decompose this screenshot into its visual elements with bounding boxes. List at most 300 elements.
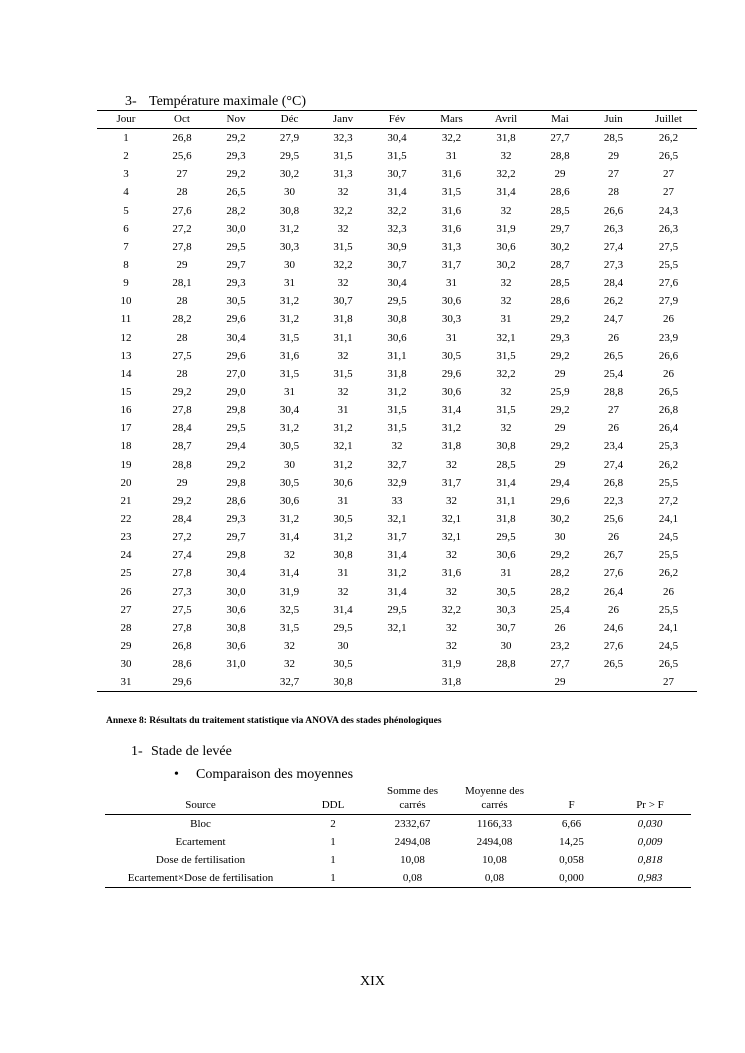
table-row [97,510,697,528]
temperature-cell: 30,8 [333,676,353,689]
temperature-cell: 26,7 [603,549,624,562]
p-value-cell: 0,818 [637,854,663,866]
temperature-cell: 31,2 [387,386,407,399]
temperature-cell: 27,8 [172,240,192,253]
temperature-cell: 29,5 [387,295,407,308]
day-cell: 10 [120,295,132,308]
table-row [97,183,697,201]
temperature-cell: 28 [176,367,188,380]
mean-squares-cell: 10,08 [482,854,507,866]
temperature-cell: 31,5 [496,404,516,417]
temperature-cell: 31 [446,277,457,290]
day-cell: 2 [123,150,129,163]
temperature-cell: 25,9 [550,386,570,399]
temperature-cell: 27,5 [658,240,679,253]
table-row [97,456,697,474]
temperature-cell: 30,0 [226,585,246,598]
temperature-cell: 25,3 [658,440,679,453]
temperature-cell: 31,2 [333,422,353,435]
temperature-cell: 32 [284,549,295,562]
temperature-cell: 26,2 [658,567,679,580]
day-cell: 29 [120,640,132,652]
temperature-cell: 24,1 [658,513,679,526]
day-cell: 22 [120,513,132,526]
source-cell: Ecartement×Dose de fertilisation [127,872,274,884]
temperature-cell: 27,5 [172,603,192,616]
temperature-cell: 29,8 [226,549,246,562]
temperature-cell: 31 [500,313,512,326]
temperature-cell: 32,1 [387,513,407,526]
temperature-cell: 31,6 [441,567,462,580]
source-cell: Bloc [190,818,211,830]
header-f: F [568,799,575,811]
temperature-cell: 28,2 [226,204,246,217]
header-sum-squares-line2: carrés [399,799,426,811]
temperature-cell: 29,6 [226,313,246,326]
temperature-cell: 29 [176,259,188,272]
temperature-cell: 28,6 [550,186,570,199]
temperature-cell: 31,2 [387,567,407,580]
temperature-cell: 31 [446,331,457,344]
temperature-cell: 25,4 [603,367,624,380]
column-header: Déc [280,113,299,125]
temperature-cell: 26,4 [603,585,624,598]
temperature-cell: 27,3 [603,259,624,272]
temperature-cell: 27 [663,186,674,199]
temperature-cell: 32 [500,422,512,435]
temperature-cell: 29,3 [226,277,246,290]
table-row [97,129,697,148]
temperature-cell: 32,1 [441,531,462,544]
temperature-cell: 29,7 [550,222,570,235]
temperature-cell: 29,6 [441,367,462,380]
temperature-cell: 29,6 [550,494,570,507]
f-value-cell: 0,000 [559,872,584,884]
sum-squares-cell: 10,08 [400,854,425,866]
temperature-cell: 27,4 [172,549,192,562]
temperature-cell: 27,9 [279,132,300,145]
table-row [105,851,691,869]
temperature-cell: 29,5 [496,531,516,544]
temperature-cell: 27 [608,404,619,417]
temperature-cell [209,673,263,692]
temperature-cell: 31,7 [387,531,407,544]
table-row [97,419,697,437]
temperature-cell: 26,2 [603,295,624,308]
temperature-cell: 27 [176,168,188,181]
table-row [97,238,697,256]
column-header: Mars [440,113,463,125]
temperature-cell: 28,8 [172,458,192,471]
table-row [97,528,697,546]
temperature-cell: 31,2 [279,513,300,526]
temperature-cell: 30,4 [387,132,407,145]
anova-table-body [105,815,691,888]
temperature-cell: 29,8 [226,476,246,489]
bullet-icon: • [174,767,179,782]
temperature-cell: 26,5 [603,349,624,362]
temperature-cell: 31,2 [333,458,353,471]
temperature-cell: 27,4 [603,240,624,253]
table-row [97,383,697,401]
p-value-cell: 0,030 [637,818,663,830]
temperature-cell: 32 [446,494,457,507]
temperature-cell: 25,5 [658,259,679,272]
temperature-cell: 32,7 [387,458,407,471]
temperature-cell: 31,4 [387,549,407,562]
temperature-cell: 29,5 [387,603,407,616]
table-row [97,637,697,655]
temperature-cell: 31,5 [279,367,300,380]
f-value-cell: 14,25 [559,836,584,848]
table-row [97,474,697,492]
temperature-cell: 32,2 [333,204,353,217]
temperature-cell: 26,5 [658,150,679,163]
temperature-cell: 30,6 [333,476,353,489]
temperature-cell: 28,7 [172,440,192,453]
header-source: Source [185,799,216,811]
table-row [97,583,697,601]
temperature-cell: 32 [337,277,349,290]
temperature-cell: 32,1 [441,513,462,526]
page-number: XIX [360,974,385,989]
temperature-cell: 26 [608,603,619,616]
temperature-cell: 29,8 [226,404,246,417]
source-cell: Dose de fertilisation [155,854,246,866]
temperature-cell: 29 [554,168,566,181]
temperature-cell: 31,0 [226,658,246,671]
temperature-cell: 32,2 [387,204,407,217]
table-row [97,546,697,564]
header-sum-squares [370,784,455,815]
temperature-cell: 29,3 [226,150,246,163]
temperature-cell: 31,5 [387,150,407,163]
temperature-cell: 30,5 [441,349,462,362]
temperature-cell: 29 [554,367,566,380]
temperature-cell: 29,2 [550,440,570,453]
temperature-cell: 30,8 [387,313,407,326]
temperature-cell: 32 [500,295,512,308]
temperature-cell: 27,2 [658,494,679,507]
ddl-cell: 1 [330,854,336,866]
temperature-cell: 31,8 [387,367,407,380]
temperature-cell: 31,4 [279,531,300,544]
temperature-cell: 27 [663,676,674,689]
temperature-cell: 30,7 [333,295,353,308]
temperature-cell: 31,2 [279,222,300,235]
temperature-cell: 23,4 [603,440,624,453]
temperature-cell: 29 [554,422,566,435]
temperature-cell: 31,4 [387,585,407,598]
day-cell: 6 [123,222,129,235]
table-row [97,202,697,220]
temperature-cell: 31,6 [441,222,462,235]
temperature-cell: 31 [284,277,295,290]
table-row [97,347,697,365]
temperature-cell: 30,8 [496,440,516,453]
temperature-cell: 29,2 [172,494,192,507]
temperature-cell: 31,5 [279,621,300,634]
temperature-cell: 32 [446,585,457,598]
column-header: Jour [116,113,136,125]
mean-squares-cell: 2494,08 [476,836,513,848]
day-cell: 30 [120,658,132,671]
temperature-cell: 31 [337,567,349,580]
temperature-cell: 30,8 [226,621,246,634]
temperature-cell: 26,3 [603,222,624,235]
temperature-cell: 25,4 [550,603,570,616]
sum-squares-cell: 2332,67 [394,818,431,830]
temperature-cell: 26,8 [658,404,679,417]
bullet-text: Comparaison des moyennes [196,767,354,782]
temperature-cell: 29,2 [226,458,246,471]
table-row [105,869,691,888]
temperature-cell: 31,8 [496,513,516,526]
temperature-cell: 28 [176,331,188,344]
day-cell: 1 [123,132,129,145]
day-cell: 31 [120,676,132,689]
temperature-cell: 31,5 [333,240,353,253]
temperature-cell: 27,9 [658,295,679,308]
p-value-cell: 0,983 [637,872,663,884]
temperature-cell: 26 [554,621,566,634]
header-sum-squares-line1: Somme des [386,785,439,797]
table-row [97,619,697,637]
temperature-cell: 26,5 [658,386,679,399]
temperature-cell: 28,4 [603,277,624,290]
temperature-cell: 28,4 [172,513,192,526]
temperature-cell: 30 [284,186,295,199]
temperature-cell: 31,3 [441,240,462,253]
day-cell: 26 [120,585,132,598]
day-cell: 17 [120,422,132,435]
temperature-cell: 26 [608,531,619,544]
column-header: Mai [551,113,569,125]
temperature-cell: 24,5 [658,531,679,544]
column-header: Oct [174,113,190,125]
temperature-cell: 32 [337,585,349,598]
day-cell: 15 [120,386,132,399]
column-header: Juin [604,113,623,125]
header-ddl: DDL [321,799,345,811]
temperature-cell: 31,7 [441,259,462,272]
temperature-cell: 29,6 [226,349,246,362]
temperature-cell: 32,9 [387,476,407,489]
temperature-cell: 26,4 [658,422,679,435]
temperature-cell: 25,5 [658,549,679,562]
temperature-cell: 29,5 [226,240,246,253]
temperature-cell: 27,2 [172,222,192,235]
temperature-cell: 31,8 [496,132,516,145]
temperature-cell: 26,5 [226,186,246,199]
temperature-cell: 28,5 [550,277,570,290]
temperature-cell: 31 [500,567,512,580]
temperature-cell: 30,4 [387,277,407,290]
temperature-cell: 30 [554,531,566,544]
temperature-cell: 31,4 [387,186,407,199]
temperature-cell: 30,7 [496,621,516,634]
table-row [97,274,697,292]
table-row [97,601,697,619]
temperature-cell: 30,0 [226,222,246,235]
temperature-cell: 32 [337,222,349,235]
day-cell: 16 [120,404,132,417]
temperature-cell: 30,6 [441,295,462,308]
stage-title-text: Stade de levée [151,744,232,759]
temperature-cell: 29 [176,476,188,489]
temperature-cell: 31,9 [279,585,300,598]
sum-squares-cell: 2494,08 [394,836,431,848]
temperature-cell: 31,7 [441,476,462,489]
temperature-cell: 32,2 [496,168,516,181]
temperature-cell: 32 [337,386,349,399]
temperature-cell: 31,4 [496,476,516,489]
table-row [97,310,697,328]
table-row [105,815,691,834]
temperature-cell: 29,5 [226,422,246,435]
temperature-cell: 30,9 [387,240,407,253]
temperature-cell: 27,6 [172,204,192,217]
section-title [125,94,306,110]
temperature-cell: 26 [663,585,674,598]
temperature-cell: 27,8 [172,621,192,634]
temperature-cell: 28,7 [550,259,570,272]
temperature-cell: 28,2 [550,567,570,580]
temperature-cell: 29,2 [226,168,246,181]
temperature-cell: 28,8 [603,386,624,399]
day-cell: 25 [120,567,132,580]
temperature-cell: 29,7 [226,259,246,272]
day-cell: 19 [120,458,132,471]
temperature-cell: 30,7 [387,168,407,181]
temperature-cell: 30 [500,640,512,652]
temperature-cell: 23,9 [658,331,679,344]
temperature-cell: 31,5 [496,349,516,362]
temperature-cell [370,637,424,655]
table-row [97,292,697,310]
temperature-cell: 31,5 [441,186,462,199]
temperature-cell: 32,3 [333,132,353,145]
temperature-cell: 32,1 [387,621,407,634]
temperature-cell: 24,5 [658,640,679,652]
temperature-cell: 31,3 [333,168,353,181]
day-cell: 13 [120,349,132,362]
temperature-cell: 30,6 [226,603,246,616]
temperature-cell: 26 [663,367,674,380]
temperature-cell: 32,2 [441,132,462,145]
temperature-cell: 30,3 [496,603,516,616]
temperature-cell: 29,2 [550,549,570,562]
temperature-cell: 24,6 [603,621,624,634]
temperature-cell: 31,9 [496,222,516,235]
column-header: Juillet [655,113,682,125]
temperature-cell [479,673,533,692]
temperature-cell: 32 [500,277,512,290]
temperature-cell: 30,2 [496,259,516,272]
column-header: Janv [332,113,354,125]
table-row [97,256,697,274]
column-header: Avril [494,113,518,125]
temperature-cell: 29,2 [550,404,570,417]
table-row [97,365,697,383]
temperature-cell: 25,5 [658,476,679,489]
temperature-cell: 32,7 [279,676,300,689]
temperature-cell: 30,5 [496,585,516,598]
temperature-cell: 27,6 [603,567,624,580]
temperature-cell [370,673,424,692]
temperature-cell: 30,8 [333,549,353,562]
day-cell: 27 [120,603,132,616]
temperature-cell: 28,1 [172,277,192,290]
temperature-cell: 29,3 [550,331,570,344]
temperature-cell: 28,2 [550,585,570,598]
temperature-cell: 30 [284,259,295,272]
temperature-cell: 29,5 [279,150,300,163]
temperature-cell: 28,5 [550,204,570,217]
ddl-cell: 1 [330,872,336,884]
temperature-cell: 30,8 [279,204,300,217]
temperature-cell: 29,3 [226,513,246,526]
temperature-cell: 31,2 [279,422,300,435]
temperature-cell: 27,7 [550,132,570,145]
temperature-cell: 32 [284,640,295,652]
temperature-cell: 32 [500,150,512,163]
temperature-cell: 31,5 [387,422,407,435]
temperature-cell: 25,5 [658,603,679,616]
temperature-cell: 30,3 [441,313,462,326]
temperature-cell: 31,4 [441,404,462,417]
temperature-cell: 32 [446,458,457,471]
temperature-cell: 26,6 [658,349,679,362]
temperature-cell: 29,4 [550,476,570,489]
temperature-cell: 31,1 [387,349,407,362]
temperature-table-body [97,129,697,692]
day-cell: 3 [123,168,129,181]
day-cell: 14 [120,367,132,380]
day-cell: 20 [120,476,132,489]
temperature-cell: 28,8 [496,658,516,671]
temperature-cell: 23,2 [550,640,570,652]
temperature-cell: 22,3 [603,494,624,507]
section-number: 3- [125,94,137,109]
temperature-cell: 31,4 [279,567,300,580]
temperature-cell: 31,5 [387,404,407,417]
table-row [97,401,697,419]
temperature-cell: 26 [608,331,619,344]
temperature-cell: 32,1 [333,440,353,453]
bullet-item [174,767,353,783]
anova-header-row [105,784,691,815]
temperature-cell: 29,2 [550,313,570,326]
temperature-cell: 31 [337,404,349,417]
temperature-cell: 32 [500,204,512,217]
temperature-cell: 31,4 [333,603,353,616]
day-cell: 23 [120,531,132,544]
temperature-cell: 31,5 [333,367,353,380]
temperature-cell: 29,2 [226,132,246,145]
table-row [97,329,697,347]
temperature-cell: 31,6 [441,168,462,181]
temperature-cell: 27 [663,168,674,181]
header-mean-squares [455,784,534,815]
day-cell: 11 [120,313,132,326]
temperature-cell: 27,8 [172,404,192,417]
temperature-cell: 30,4 [226,567,246,580]
temperature-cell: 24,7 [603,313,624,326]
temperature-cell: 28 [176,295,188,308]
temperature-cell: 27,7 [550,658,570,671]
stage-title [131,744,232,760]
